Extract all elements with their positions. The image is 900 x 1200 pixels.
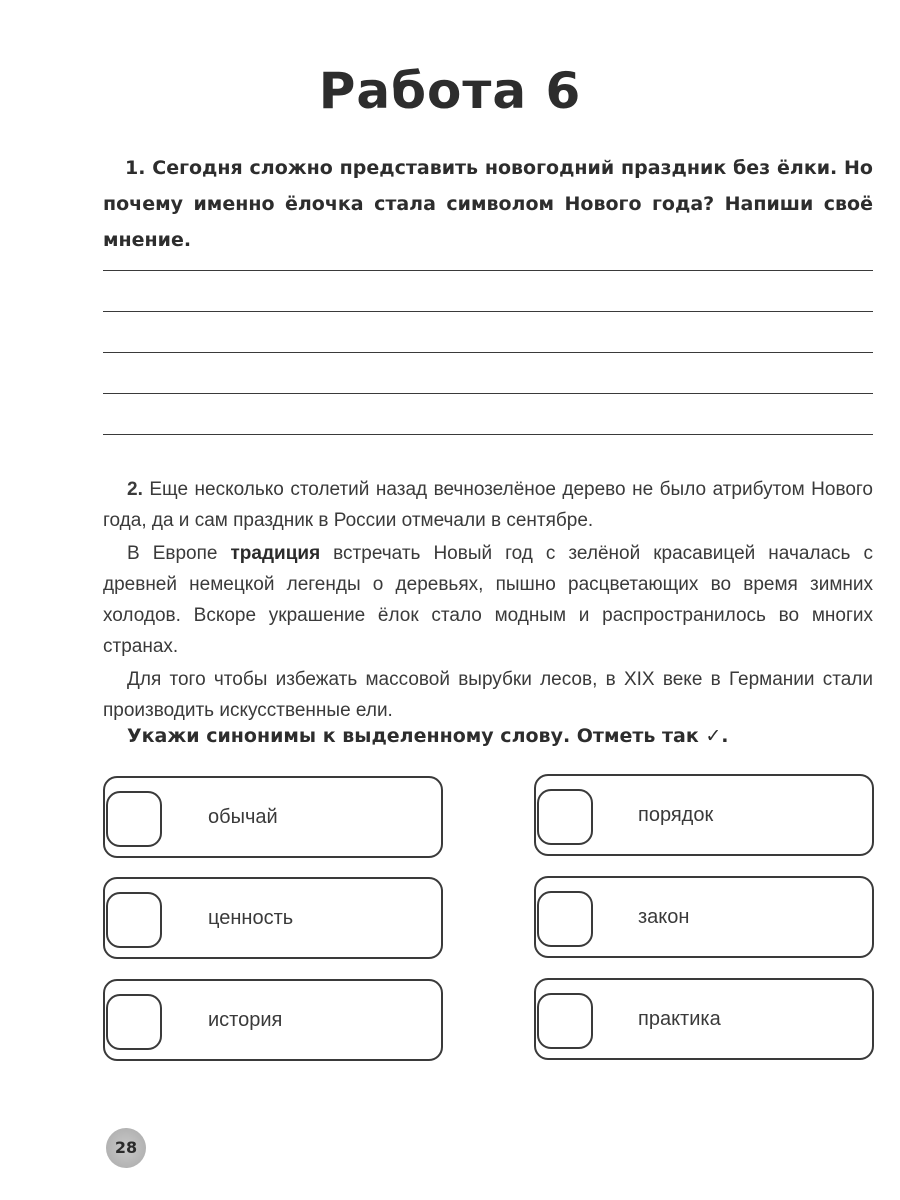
answer-lines[interactable] xyxy=(103,270,873,475)
task-2-paragraph-2-end: встречать Новый год с зелёной красавицей началась с древней немецкой легенды о деревьях, пышно расцветающих во время зимних холодов. Вскоре украшение ёлок стало модным и распространилось во многих странах. xyxy=(103,543,873,657)
option-label: порядок xyxy=(638,804,714,826)
option-label: практика xyxy=(638,1008,721,1030)
option-checkbox[interactable] xyxy=(106,994,162,1050)
highlighted-word: традиция xyxy=(230,543,321,564)
task-2-number: 2. xyxy=(127,479,143,500)
option-label: закон xyxy=(638,906,690,928)
option-checkbox[interactable] xyxy=(106,892,162,948)
task-2-text xyxy=(103,474,873,728)
page-number: 28 xyxy=(106,1128,146,1168)
option-checkbox[interactable] xyxy=(537,891,593,947)
answer-line-5[interactable] xyxy=(103,434,873,435)
task-2-paragraph-2-start: В Европе xyxy=(127,543,231,564)
option-obychay[interactable] xyxy=(103,776,443,858)
task-2-paragraph-1-text: Еще несколько столетий назад вечнозелёное дерево не было атрибутом Нового года, да и сам праздник в России отмечали в сентябре. xyxy=(103,479,873,531)
page-title: Работа 6 xyxy=(318,62,582,120)
option-istoriya[interactable] xyxy=(103,979,443,1061)
task-1-number: 1. xyxy=(125,157,146,179)
option-checkbox[interactable] xyxy=(537,789,593,845)
option-zakon[interactable] xyxy=(534,876,874,958)
option-label: история xyxy=(208,1009,283,1031)
option-poryadok[interactable] xyxy=(534,774,874,856)
option-tsennost[interactable] xyxy=(103,877,443,959)
option-checkbox[interactable] xyxy=(106,791,162,847)
answer-line-3[interactable] xyxy=(103,352,873,353)
option-praktika[interactable] xyxy=(534,978,874,1060)
option-label: обычай xyxy=(208,806,278,828)
answer-line-1[interactable] xyxy=(103,270,873,271)
option-checkbox[interactable] xyxy=(537,993,593,1049)
task-1-text: Сегодня сложно представить новогодний праздник без ёлки. Но почему именно ёлочка стала символом Нового года? Напиши своё мнение. xyxy=(103,157,873,251)
task-1-prompt xyxy=(103,150,873,258)
task-2-paragraph-2 xyxy=(103,538,873,662)
answer-line-2[interactable] xyxy=(103,311,873,312)
option-label: ценность xyxy=(208,907,294,929)
task-2-paragraph-1 xyxy=(103,474,873,536)
answer-line-4[interactable] xyxy=(103,393,873,394)
task-2-instruction: Укажи синонимы к выделенному слову. Отметь так ✓. xyxy=(127,725,729,747)
task-2-paragraph-3: Для того чтобы избежать массовой вырубки лесов, в XIX веке в Германии стали производить искусственные ели. xyxy=(103,669,873,721)
